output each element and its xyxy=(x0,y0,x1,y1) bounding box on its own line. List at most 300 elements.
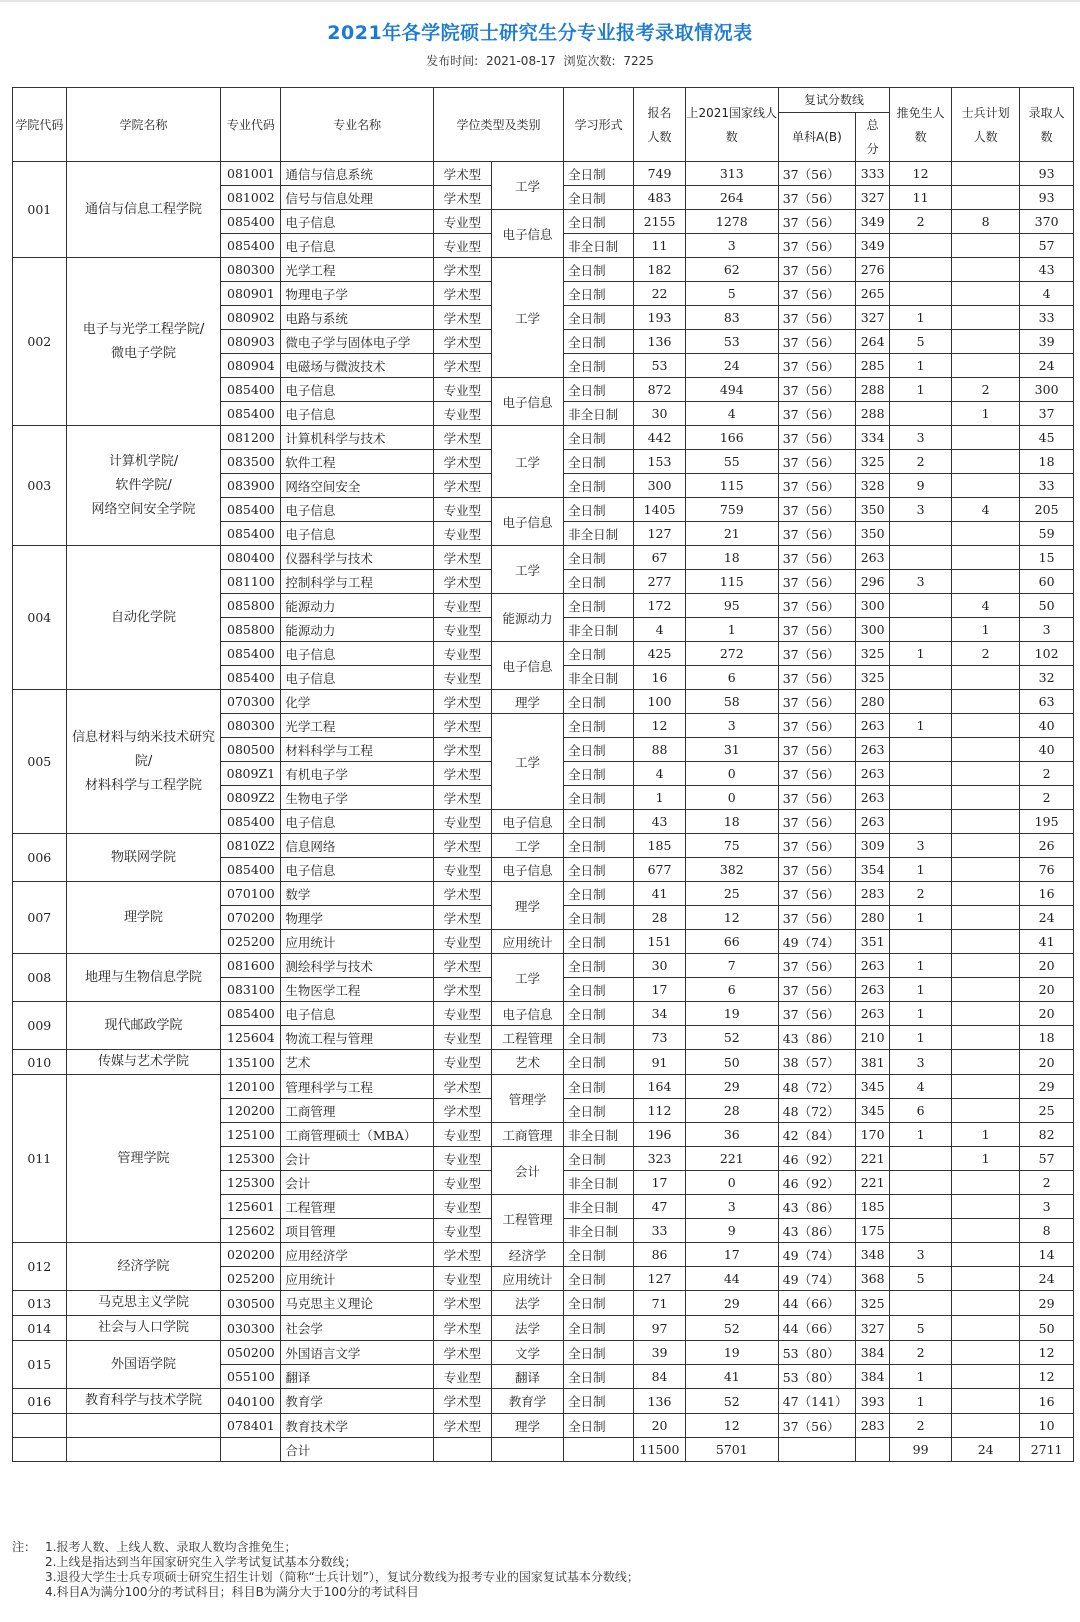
above-line-cell: 66 xyxy=(685,930,778,954)
exempt-cell: 1 xyxy=(890,1026,952,1050)
degree-category-cell: 法学 xyxy=(491,1316,563,1341)
major-code-cell: 080300 xyxy=(221,258,281,282)
study-mode-cell: 全日制 xyxy=(564,978,634,1002)
exempt-cell: 1 xyxy=(890,858,952,882)
table-row xyxy=(13,1002,1074,1026)
exempt-cell: 3 xyxy=(890,570,952,594)
exempt-cell xyxy=(890,402,952,426)
total-score-cell: 325 xyxy=(856,666,890,690)
soldier-cell xyxy=(952,1365,1020,1389)
single-subject-cell: 53（80） xyxy=(778,1365,855,1389)
degree-category-cell: 电子信息 xyxy=(491,642,563,690)
degree-type-cell: 专业型 xyxy=(434,210,492,234)
applicants-cell: 442 xyxy=(634,426,686,450)
degree-category-cell: 电子信息 xyxy=(491,378,563,426)
major-name-cell: 工商管理硕士（MBA） xyxy=(281,1123,434,1147)
major-code-cell: 125601 xyxy=(221,1195,281,1219)
exempt-cell: 1 xyxy=(890,1002,952,1026)
totals-label: 合计 xyxy=(281,1438,434,1462)
exempt-cell: 1 xyxy=(890,1389,952,1414)
admitted-cell: 16 xyxy=(1020,1389,1074,1414)
admitted-cell: 63 xyxy=(1020,690,1074,714)
soldier-cell xyxy=(952,1389,1020,1414)
major-code-cell: 120200 xyxy=(221,1099,281,1123)
degree-category-cell: 工学 xyxy=(491,546,563,594)
study-mode-cell: 非全日制 xyxy=(564,1123,634,1147)
admitted-cell: 102 xyxy=(1020,642,1074,666)
major-code-cell: 080901 xyxy=(221,282,281,306)
totals-soldier: 24 xyxy=(952,1438,1020,1462)
total-score-cell: 210 xyxy=(856,1026,890,1050)
applicants-cell: 277 xyxy=(634,570,686,594)
major-name-cell: 电子信息 xyxy=(281,234,434,258)
total-score-cell: 263 xyxy=(856,978,890,1002)
admitted-cell: 2 xyxy=(1020,786,1074,810)
college-code-cell: 012 xyxy=(13,1243,67,1291)
soldier-cell xyxy=(952,690,1020,714)
total-score-cell: 325 xyxy=(856,450,890,474)
admitted-cell: 29 xyxy=(1020,1291,1074,1316)
admitted-cell: 300 xyxy=(1020,378,1074,402)
applicants-cell: 11 xyxy=(634,234,686,258)
major-code-cell: 0809Z1 xyxy=(221,762,281,786)
major-name-cell: 微电子学与固体电子学 xyxy=(281,330,434,354)
soldier-cell xyxy=(952,1267,1020,1291)
above-line-cell: 12 xyxy=(685,1414,778,1438)
single-subject-cell: 37（56） xyxy=(778,978,855,1002)
admitted-cell: 12 xyxy=(1020,1341,1074,1365)
table-row xyxy=(13,1243,1074,1267)
exempt-cell: 12 xyxy=(890,162,952,186)
degree-category-cell: 工学 xyxy=(491,714,563,810)
soldier-cell xyxy=(952,762,1020,786)
single-subject-cell: 43（86） xyxy=(778,1026,855,1050)
major-code-cell: 085400 xyxy=(221,642,281,666)
exempt-cell: 5 xyxy=(890,330,952,354)
study-mode-cell: 全日制 xyxy=(564,1002,634,1026)
exempt-cell xyxy=(890,594,952,618)
applicants-cell: 153 xyxy=(634,450,686,474)
soldier-cell xyxy=(952,1075,1020,1099)
total-score-cell: 393 xyxy=(856,1389,890,1414)
applicants-cell: 39 xyxy=(634,1341,686,1365)
degree-type-cell: 学术型 xyxy=(434,1389,492,1414)
major-code-cell: 081001 xyxy=(221,162,281,186)
soldier-cell xyxy=(952,882,1020,906)
admitted-cell: 24 xyxy=(1020,906,1074,930)
single-subject-cell: 47（141） xyxy=(778,1389,855,1414)
major-code-cell: 083900 xyxy=(221,474,281,498)
note-item: 4.科目A为满分100分的考试科目；科目B为满分大于100分的考试科目 xyxy=(45,1585,419,1599)
total-score-cell: 345 xyxy=(856,1075,890,1099)
major-name-cell: 物理电子学 xyxy=(281,282,434,306)
degree-category-cell: 管理学 xyxy=(491,1075,563,1123)
exempt-cell: 1 xyxy=(890,378,952,402)
above-line-cell: 5 xyxy=(685,282,778,306)
exempt-cell: 1 xyxy=(890,354,952,378)
major-name-cell: 电子信息 xyxy=(281,666,434,690)
exempt-cell: 1 xyxy=(890,954,952,978)
above-line-cell: 12 xyxy=(685,906,778,930)
major-code-cell: 085400 xyxy=(221,210,281,234)
single-subject-cell: 37（56） xyxy=(778,546,855,570)
above-line-cell: 3 xyxy=(685,1195,778,1219)
admitted-cell: 4 xyxy=(1020,282,1074,306)
soldier-cell xyxy=(952,522,1020,546)
study-mode-cell: 全日制 xyxy=(564,162,634,186)
table-row xyxy=(13,1050,1074,1075)
applicants-cell: 16 xyxy=(634,666,686,690)
study-mode-cell: 全日制 xyxy=(564,738,634,762)
soldier-cell xyxy=(952,1243,1020,1267)
single-subject-cell: 46（92） xyxy=(778,1171,855,1195)
study-mode-cell: 全日制 xyxy=(564,570,634,594)
degree-type-cell: 学术型 xyxy=(434,186,492,210)
admitted-cell: 50 xyxy=(1020,594,1074,618)
total-score-cell: 349 xyxy=(856,234,890,258)
single-subject-cell: 37（56） xyxy=(778,186,855,210)
single-subject-cell: 37（56） xyxy=(778,306,855,330)
total-score-cell: 345 xyxy=(856,1099,890,1123)
soldier-cell xyxy=(952,1291,1020,1316)
college-name-cell: 现代邮政学院 xyxy=(66,1002,221,1050)
exempt-cell: 9 xyxy=(890,474,952,498)
total-score-cell: 300 xyxy=(856,618,890,642)
study-mode-cell: 非全日制 xyxy=(564,666,634,690)
degree-category-cell: 应用统计 xyxy=(491,1267,563,1291)
table-row xyxy=(13,834,1074,858)
soldier-cell xyxy=(952,906,1020,930)
table-row xyxy=(13,1075,1074,1099)
table-row xyxy=(13,1341,1074,1365)
single-subject-cell: 37（56） xyxy=(778,1002,855,1026)
college-code-cell: 013 xyxy=(13,1291,67,1316)
major-name-cell: 艺术 xyxy=(281,1050,434,1075)
exempt-cell xyxy=(890,234,952,258)
degree-category-cell: 电子信息 xyxy=(491,498,563,546)
admitted-cell: 93 xyxy=(1020,186,1074,210)
degree-type-cell: 学术型 xyxy=(434,1414,492,1438)
degree-type-cell: 学术型 xyxy=(434,738,492,762)
total-score-cell: 263 xyxy=(856,738,890,762)
major-code-cell: 070300 xyxy=(221,690,281,714)
degree-type-cell: 学术型 xyxy=(434,1291,492,1316)
major-code-cell: 080500 xyxy=(221,738,281,762)
major-name-cell: 生物医学工程 xyxy=(281,978,434,1002)
header-applicants: 报名人数 xyxy=(634,88,686,162)
totals-cell xyxy=(564,1438,634,1462)
degree-category-cell: 电子信息 xyxy=(491,810,563,834)
major-code-cell: 0810Z2 xyxy=(221,834,281,858)
major-name-cell: 项目管理 xyxy=(281,1219,434,1243)
soldier-cell: 2 xyxy=(952,378,1020,402)
table-row xyxy=(13,1316,1074,1341)
note-item: 3.退役大学生士兵专项硕士研究生招生计划（简称“士兵计划”），复试分数线为报考专业的国家复试基本分数线； xyxy=(45,1570,639,1584)
exempt-cell: 1 xyxy=(890,306,952,330)
above-line-cell: 7 xyxy=(685,954,778,978)
degree-type-cell: 学术型 xyxy=(434,1075,492,1099)
soldier-cell xyxy=(952,162,1020,186)
degree-type-cell: 学术型 xyxy=(434,306,492,330)
total-score-cell: 368 xyxy=(856,1267,890,1291)
major-name-cell: 仪器科学与技术 xyxy=(281,546,434,570)
single-subject-cell: 37（56） xyxy=(778,810,855,834)
single-subject-cell: 44（66） xyxy=(778,1291,855,1316)
above-line-cell: 36 xyxy=(685,1123,778,1147)
study-mode-cell: 全日制 xyxy=(564,1026,634,1050)
degree-type-cell: 学术型 xyxy=(434,786,492,810)
applicants-cell: 86 xyxy=(634,1243,686,1267)
header-college-name: 学院名称 xyxy=(66,88,221,162)
soldier-cell xyxy=(952,1002,1020,1026)
applicants-cell: 172 xyxy=(634,594,686,618)
degree-type-cell: 专业型 xyxy=(434,1365,492,1389)
exempt-cell: 2 xyxy=(890,882,952,906)
college-name-cell: 教育科学与技术学院 xyxy=(66,1389,221,1414)
degree-category-cell: 电子信息 xyxy=(491,210,563,258)
single-subject-cell: 42（84） xyxy=(778,1123,855,1147)
study-mode-cell: 全日制 xyxy=(564,1414,634,1438)
admitted-cell: 59 xyxy=(1020,522,1074,546)
above-line-cell: 31 xyxy=(685,738,778,762)
soldier-cell xyxy=(952,1050,1020,1075)
above-line-cell: 1278 xyxy=(685,210,778,234)
total-score-cell: 285 xyxy=(856,354,890,378)
total-score-cell: 263 xyxy=(856,1002,890,1026)
applicants-cell: 196 xyxy=(634,1123,686,1147)
above-line-cell: 6 xyxy=(685,978,778,1002)
major-name-cell: 电子信息 xyxy=(281,498,434,522)
totals-cell xyxy=(778,1438,855,1462)
major-code-cell: 081100 xyxy=(221,570,281,594)
admitted-cell: 40 xyxy=(1020,738,1074,762)
study-mode-cell: 非全日制 xyxy=(564,402,634,426)
applicants-cell: 91 xyxy=(634,1050,686,1075)
major-name-cell: 光学工程 xyxy=(281,258,434,282)
major-code-cell: 085400 xyxy=(221,666,281,690)
single-subject-cell: 37（56） xyxy=(778,450,855,474)
soldier-cell xyxy=(952,738,1020,762)
major-code-cell: 085800 xyxy=(221,618,281,642)
admitted-cell: 18 xyxy=(1020,450,1074,474)
study-mode-cell: 全日制 xyxy=(564,306,634,330)
above-line-cell: 3 xyxy=(685,714,778,738)
page-title: 2021年各学院硕士研究生分专业报考录取情况表 xyxy=(327,22,753,44)
exempt-cell: 3 xyxy=(890,834,952,858)
study-mode-cell: 全日制 xyxy=(564,858,634,882)
single-subject-cell: 37（56） xyxy=(778,786,855,810)
above-line-cell: 75 xyxy=(685,834,778,858)
exempt-cell: 3 xyxy=(890,1050,952,1075)
single-subject-cell: 37（56） xyxy=(778,234,855,258)
single-subject-cell: 43（86） xyxy=(778,1195,855,1219)
soldier-cell xyxy=(952,282,1020,306)
total-score-cell: 283 xyxy=(856,882,890,906)
major-code-cell: 025200 xyxy=(221,1267,281,1291)
college-code-cell: 016 xyxy=(13,1389,67,1414)
soldier-cell: 1 xyxy=(952,1123,1020,1147)
study-mode-cell: 全日制 xyxy=(564,330,634,354)
study-mode-cell: 全日制 xyxy=(564,498,634,522)
exempt-cell: 1 xyxy=(890,1365,952,1389)
admitted-cell: 8 xyxy=(1020,1219,1074,1243)
above-line-cell: 0 xyxy=(685,762,778,786)
major-name-cell: 电路与系统 xyxy=(281,306,434,330)
total-score-cell: 309 xyxy=(856,834,890,858)
applicants-cell: 17 xyxy=(634,978,686,1002)
degree-type-cell: 专业型 xyxy=(434,234,492,258)
applicants-cell: 22 xyxy=(634,282,686,306)
single-subject-cell: 37（56） xyxy=(778,426,855,450)
major-name-cell: 数学 xyxy=(281,882,434,906)
degree-type-cell: 学术型 xyxy=(434,570,492,594)
total-score-cell: 288 xyxy=(856,402,890,426)
major-name-cell: 有机电子学 xyxy=(281,762,434,786)
admitted-cell: 33 xyxy=(1020,474,1074,498)
soldier-cell: 1 xyxy=(952,618,1020,642)
major-name-cell: 测绘科学与技术 xyxy=(281,954,434,978)
admitted-cell: 24 xyxy=(1020,1267,1074,1291)
total-score-cell: 283 xyxy=(856,1414,890,1438)
admitted-cell: 2 xyxy=(1020,762,1074,786)
exempt-cell: 2 xyxy=(890,450,952,474)
soldier-cell xyxy=(952,234,1020,258)
applicants-cell: 100 xyxy=(634,690,686,714)
soldier-cell xyxy=(952,666,1020,690)
table-row xyxy=(13,258,1074,282)
major-name-cell: 控制科学与工程 xyxy=(281,570,434,594)
study-mode-cell: 全日制 xyxy=(564,1365,634,1389)
exempt-cell xyxy=(890,690,952,714)
total-score-cell: 296 xyxy=(856,570,890,594)
degree-type-cell: 专业型 xyxy=(434,666,492,690)
total-score-cell: 264 xyxy=(856,330,890,354)
publish-meta xyxy=(0,52,1080,69)
major-name-cell: 物流工程与管理 xyxy=(281,1026,434,1050)
table-body xyxy=(13,162,1074,1438)
applicants-cell: 73 xyxy=(634,1026,686,1050)
soldier-cell xyxy=(952,426,1020,450)
study-mode-cell: 全日制 xyxy=(564,810,634,834)
degree-category-cell: 工程管理 xyxy=(491,1026,563,1050)
total-score-cell: 325 xyxy=(856,1291,890,1316)
soldier-cell xyxy=(952,1341,1020,1365)
exempt-cell xyxy=(890,786,952,810)
college-code-cell: 006 xyxy=(13,834,67,882)
major-code-cell: 030500 xyxy=(221,1291,281,1316)
header-soldier: 士兵计划人数 xyxy=(952,88,1020,162)
above-line-cell: 55 xyxy=(685,450,778,474)
major-name-cell: 教育技术学 xyxy=(281,1414,434,1438)
study-mode-cell: 全日制 xyxy=(564,642,634,666)
admitted-cell: 20 xyxy=(1020,954,1074,978)
above-line-cell: 44 xyxy=(685,1267,778,1291)
college-code-cell: 010 xyxy=(13,1050,67,1075)
major-name-cell: 电子信息 xyxy=(281,378,434,402)
applicants-cell: 12 xyxy=(634,714,686,738)
single-subject-cell: 37（56） xyxy=(778,474,855,498)
degree-type-cell: 学术型 xyxy=(434,162,492,186)
major-code-cell: 135100 xyxy=(221,1050,281,1075)
above-line-cell: 50 xyxy=(685,1050,778,1075)
applicants-cell: 300 xyxy=(634,474,686,498)
single-subject-cell: 37（56） xyxy=(778,762,855,786)
applicants-cell: 67 xyxy=(634,546,686,570)
single-subject-cell: 37（56） xyxy=(778,714,855,738)
study-mode-cell: 全日制 xyxy=(564,1267,634,1291)
applicants-cell: 34 xyxy=(634,1002,686,1026)
major-code-cell: 080904 xyxy=(221,354,281,378)
major-name-cell: 电磁场与微波技术 xyxy=(281,354,434,378)
applicants-cell: 1 xyxy=(634,786,686,810)
degree-type-cell: 学术型 xyxy=(434,1099,492,1123)
applicants-cell: 112 xyxy=(634,1099,686,1123)
above-line-cell: 18 xyxy=(685,810,778,834)
major-name-cell: 信号与信息处理 xyxy=(281,186,434,210)
study-mode-cell: 全日制 xyxy=(564,378,634,402)
college-code-cell: 007 xyxy=(13,882,67,954)
study-mode-cell: 全日制 xyxy=(564,1389,634,1414)
admitted-cell: 20 xyxy=(1020,978,1074,1002)
major-name-cell: 翻译 xyxy=(281,1365,434,1389)
soldier-cell xyxy=(952,1171,1020,1195)
college-code-cell: 014 xyxy=(13,1316,67,1341)
college-name-cell: 计算机学院/ 软件学院/ 网络空间安全学院 xyxy=(66,426,221,546)
admitted-cell: 93 xyxy=(1020,162,1074,186)
admitted-cell: 60 xyxy=(1020,570,1074,594)
degree-category-cell: 理学 xyxy=(491,690,563,714)
totals-applicants: 11500 xyxy=(634,1438,686,1462)
above-line-cell: 221 xyxy=(685,1147,778,1171)
admitted-cell: 45 xyxy=(1020,426,1074,450)
single-subject-cell: 37（56） xyxy=(778,690,855,714)
exempt-cell xyxy=(890,762,952,786)
degree-type-cell: 专业型 xyxy=(434,1219,492,1243)
college-code-cell: 008 xyxy=(13,954,67,1002)
total-score-cell: 327 xyxy=(856,186,890,210)
major-name-cell: 工商管理 xyxy=(281,1099,434,1123)
major-name-cell: 通信与信息系统 xyxy=(281,162,434,186)
major-code-cell: 081600 xyxy=(221,954,281,978)
major-code-cell: 0809Z2 xyxy=(221,786,281,810)
table-row xyxy=(13,1389,1074,1414)
applicants-cell: 136 xyxy=(634,1389,686,1414)
total-score-cell: 327 xyxy=(856,306,890,330)
single-subject-cell: 48（72） xyxy=(778,1099,855,1123)
soldier-cell xyxy=(952,834,1020,858)
college-name-cell: 传媒与艺术学院 xyxy=(66,1050,221,1075)
total-score-cell: 350 xyxy=(856,522,890,546)
college-name-cell: 理学院 xyxy=(66,882,221,954)
degree-category-cell: 教育学 xyxy=(491,1389,563,1414)
soldier-cell xyxy=(952,1195,1020,1219)
major-code-cell: 085800 xyxy=(221,594,281,618)
applicants-cell: 193 xyxy=(634,306,686,330)
above-line-cell: 41 xyxy=(685,1365,778,1389)
above-line-cell: 62 xyxy=(685,258,778,282)
exempt-cell: 11 xyxy=(890,186,952,210)
total-score-cell: 348 xyxy=(856,1243,890,1267)
study-mode-cell: 全日制 xyxy=(564,1147,634,1171)
major-name-cell: 能源动力 xyxy=(281,618,434,642)
single-subject-cell: 37（56） xyxy=(778,210,855,234)
total-score-cell: 384 xyxy=(856,1341,890,1365)
admitted-cell: 57 xyxy=(1020,234,1074,258)
major-code-cell: 085400 xyxy=(221,402,281,426)
applicants-cell: 151 xyxy=(634,930,686,954)
study-mode-cell: 全日制 xyxy=(564,714,634,738)
college-name-cell: 物联网学院 xyxy=(66,834,221,882)
